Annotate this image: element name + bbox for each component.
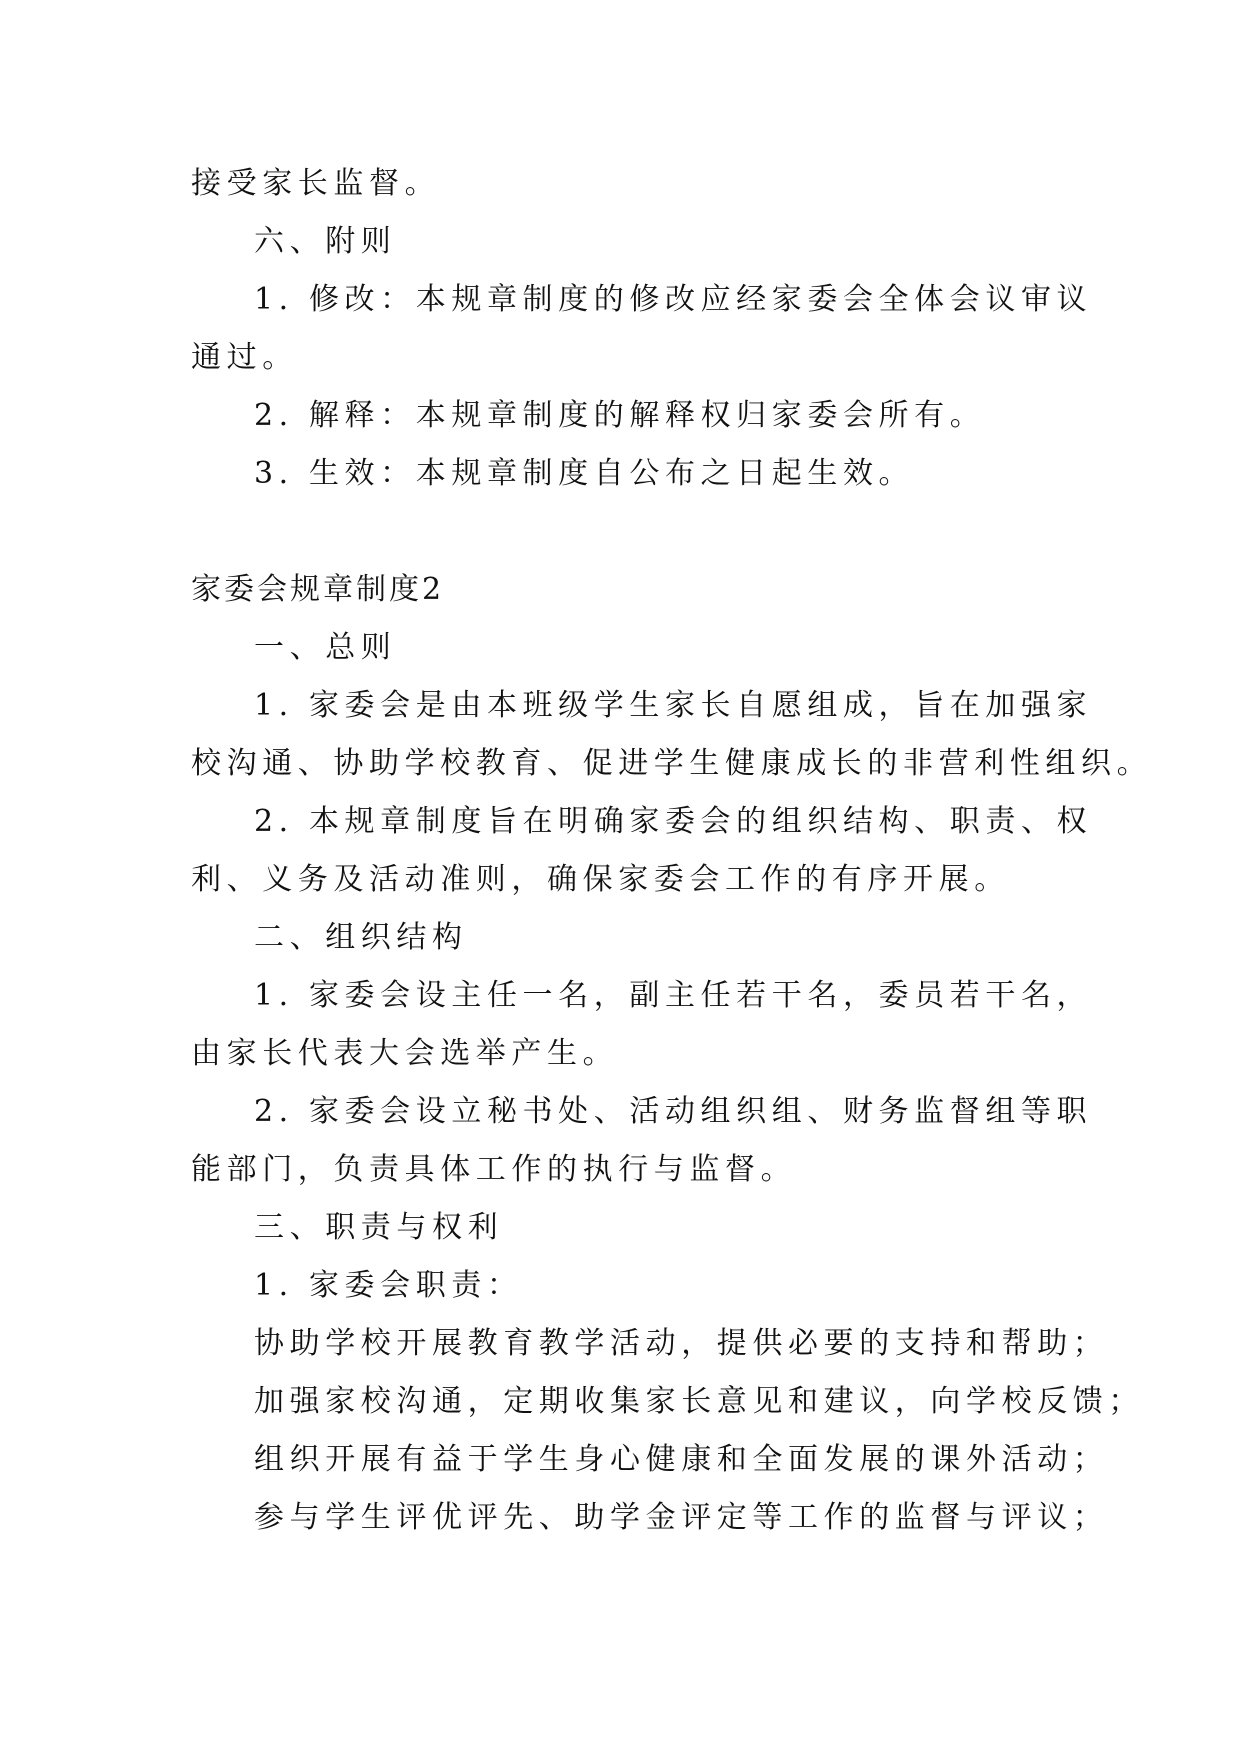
paragraph-line: 1. 修改：本规章制度的修改应经家委会全体会议审议 bbox=[254, 282, 1093, 317]
paragraph-line: 2. 家委会设立秘书处、活动组织组、财务监督组等职 bbox=[254, 1094, 1093, 1129]
paragraph-line: 2. 本规章制度旨在明确家委会的组织结构、职责、权 bbox=[254, 804, 1093, 839]
section-heading-general: 一、总则 bbox=[254, 630, 397, 665]
paragraph-line: 校沟通、协助学校教育、促进学生健康成长的非营利性组织。 bbox=[191, 746, 1153, 781]
paragraph-line: 由家长代表大会选举产生。 bbox=[191, 1036, 619, 1071]
duty-item: 参与学生评优评先、助学金评定等工作的监督与评议； bbox=[254, 1500, 1109, 1535]
duty-item: 协助学校开展教育教学活动，提供必要的支持和帮助； bbox=[254, 1326, 1109, 1361]
paragraph-line: 利、义务及活动准则，确保家委会工作的有序开展。 bbox=[191, 862, 1010, 897]
section-heading-appendix: 六、附则 bbox=[254, 224, 397, 259]
section-heading-duties: 三、职责与权利 bbox=[254, 1210, 504, 1245]
section-heading-organization: 二、组织结构 bbox=[254, 920, 468, 955]
paragraph-line: 3. 生效：本规章制度自公布之日起生效。 bbox=[254, 456, 915, 491]
paragraph-line: 1. 家委会是由本班级学生家长自愿组成，旨在加强家 bbox=[254, 688, 1093, 723]
duty-item: 组织开展有益于学生身心健康和全面发展的课外活动； bbox=[254, 1442, 1109, 1477]
paragraph-line: 能部门，负责具体工作的执行与监督。 bbox=[191, 1152, 797, 1187]
document-title: 家委会规章制度2 bbox=[191, 572, 445, 607]
paragraph-line: 1. 家委会设主任一名，副主任若干名，委员若干名， bbox=[254, 978, 1093, 1013]
paragraph-line: 接受家长监督。 bbox=[191, 166, 441, 201]
paragraph-line: 1. 家委会职责： bbox=[254, 1268, 523, 1303]
duty-item: 加强家校沟通，定期收集家长意见和建议，向学校反馈； bbox=[254, 1384, 1144, 1419]
paragraph-line: 2. 解释：本规章制度的解释权归家委会所有。 bbox=[254, 398, 986, 433]
paragraph-line: 通过。 bbox=[191, 340, 298, 375]
